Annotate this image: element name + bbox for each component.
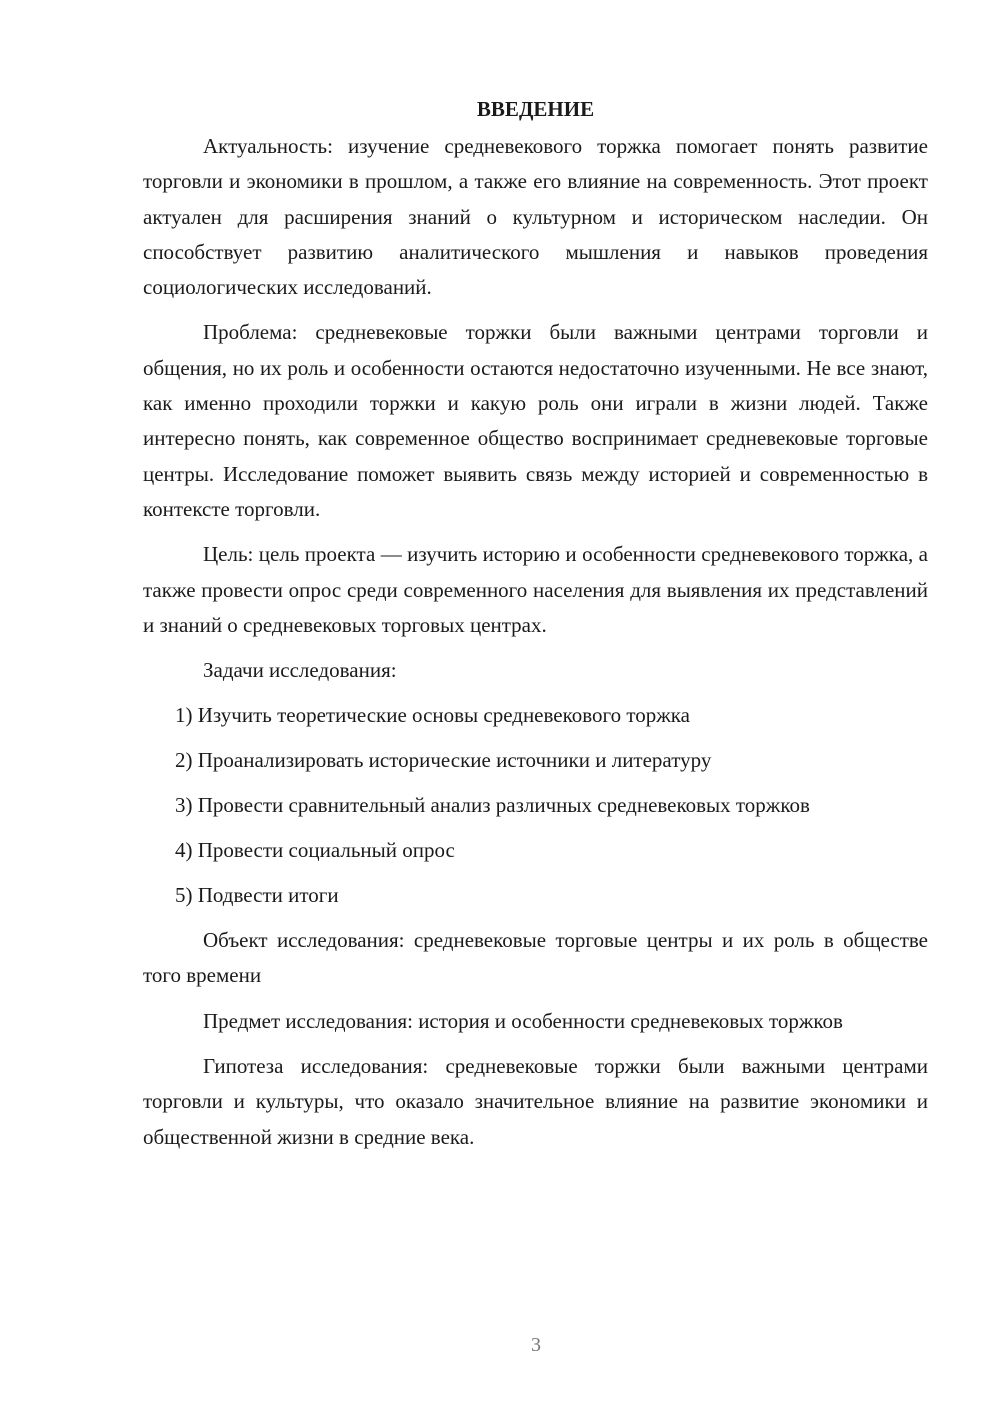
task-item: 3) Провести сравнительный анализ различных средневековых торжков xyxy=(175,793,810,818)
paragraph-relevance: Актуальность: изучение средневекового торжка помогает понять развитие торговли и экономики в прошлом, а также его влияние на современность. Этот проект актуален для расширения знаний о культурном и историческом наследии. Он способствует развитию аналитического мышления и навыков проведения социологических исследований. xyxy=(143,134,928,300)
task-item: 4) Провести социальный опрос xyxy=(175,838,455,863)
task-item: 5) Подвести итоги xyxy=(175,883,339,908)
page-number: 3 xyxy=(531,1334,541,1356)
task-item: 2) Проанализировать исторические источники и литературу xyxy=(175,748,712,773)
paragraph-subject: Предмет исследования: история и особенности средневековых торжков xyxy=(203,1008,843,1033)
paragraph-goal: Цель: цель проекта — изучить историю и особенности средневекового торжка, а также провести опрос среди современного населения для выявления их представлений и знаний о средневековых торговых центрах. xyxy=(143,542,928,637)
paragraph-object: Объект исследования: средневековые торговые центры и их роль в обществе того времени xyxy=(143,928,928,988)
section-heading: ВВЕДЕНИЕ xyxy=(476,97,595,121)
paragraph-problem: Проблема: средневековые торжки были важными центрами торговли и общения, но их роль и особенности остаются недостаточно изученными. Не все знают, как именно проходили торжки и какую роль они играли в жизни людей. Также интересно понять, как современное общество воспринимает средневековые торговые центры. Исследование поможет выявить связь между историей и современностью в контексте торговли. xyxy=(143,320,928,521)
tasks-title: Задачи исследования: xyxy=(203,658,397,683)
document-page xyxy=(143,92,928,1165)
paragraph-hypothesis: Гипотеза исследования: средневековые торжки были важными центрами торговли и культуры, что оказало значительное влияние на развитие экономики и общественной жизни в средние века. xyxy=(143,1054,928,1149)
task-item: 1) Изучить теоретические основы средневекового торжка xyxy=(175,703,690,728)
